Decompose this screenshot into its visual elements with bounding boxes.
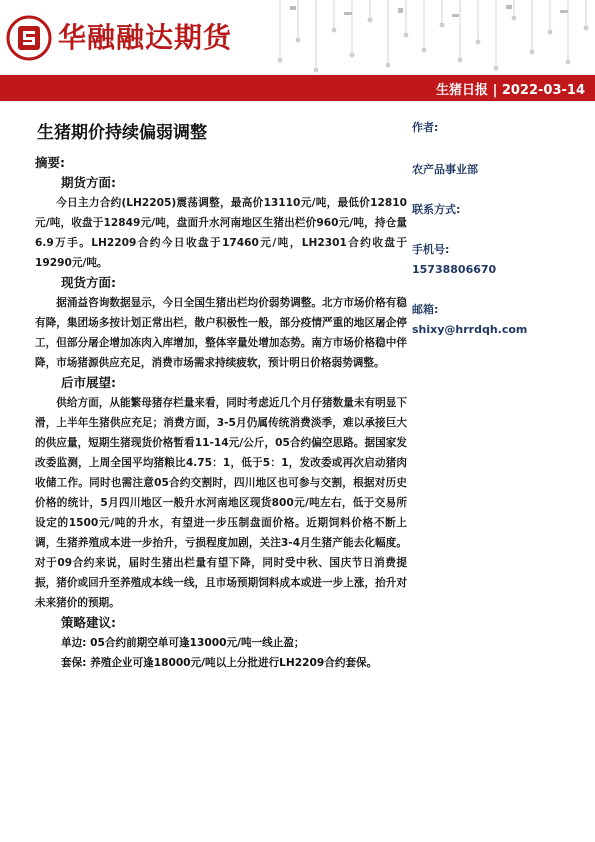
report-tag (436, 79, 585, 98)
outlook-paragraph: 供给方面，从能繁母猪存栏量来看，同时考虑近几个月仔猪数量未有明显下滑，上半年生猪供应充足；消费方面，3-5月仍属传统消费淡季，难以承接巨大的供应量，短期生猪现货价格暂看11-14元/公斤，05合约偏空思路。据国家发改委监测，上周全国平均猪粮比4.75：1，低于5：1，发改委或再次启动猪肉收储工作。同时也需注意05合约交割时，四川地区也可参与交割，根据对历史价格的统计，5月四川地区一般升水河南地区现货800元/吨左右，低于交易所设定的1500元/吨的升水，有望进一步压制盘面价格。近期饲料价格不断上调，生猪养殖成本进一步抬升，亏损程度加剧，关注3-4月生猪产能去化幅度。对于09合约来说，届时生猪出栏量有望下降，同时受中秋、国庆节日消费提振，猪价或回升至养殖成本线一线，且市场预期饲料成本或进一步上涨，抬升对未来猪价的预期。 (35, 397, 407, 609)
email-address[interactable]: shixy@hrrdqh.com (412, 323, 528, 336)
page-title: 生猪期价持续偏弱调整 (37, 123, 207, 143)
strategy-item (61, 653, 407, 673)
page-header (0, 0, 595, 75)
contact-label: 联系方式: (412, 203, 461, 216)
department-name: 农产品事业部 (412, 163, 478, 176)
author-label: 作者: (412, 121, 439, 134)
abstract-label: 摘要: (35, 155, 65, 170)
spot-paragraph: 据涌益咨询数据显示，今日全国生猪出栏均价弱势调整。北方市场价格有稳有降，集团场多按计划正常出栏，散户积极性一般，部分疫情严重的地区屠企停工，但部分屠企增加冻肉入库增加，整体宰量处增加态势。南方市场价格稳中伴降，市场猪源供应充足，消费市场需求持续疲软，预计明日价格弱势调整。 (35, 297, 407, 369)
strategy-item-label: 单边: (61, 637, 87, 649)
report-separator: | (492, 83, 498, 98)
strategy-item-text: 养殖企业可逢18000元/吨以上分批进行LH2209合约套保。 (90, 657, 378, 669)
author-sidebar (412, 118, 582, 340)
strategy-heading: 策略建议: (61, 615, 116, 630)
header-decoration-graphic (270, 0, 595, 75)
futures-heading: 期货方面: (61, 175, 116, 190)
phone-number: 15738806670 (412, 263, 497, 276)
strategy-item (61, 633, 407, 653)
report-body (35, 118, 407, 673)
phone-label: 手机号: (412, 243, 450, 256)
strategy-item-label: 套保: (61, 657, 87, 669)
outlook-heading: 后市展望: (61, 375, 116, 390)
email-label: 邮箱: (412, 303, 439, 316)
strategy-item-text: 05合约前期空单可逢13000元/吨一线止盈； (90, 637, 305, 649)
report-info-bar (0, 75, 595, 101)
report-type: 生猪日报 (436, 83, 489, 98)
futures-paragraph: 今日主力合约(LH2205)震荡调整，最高价13110元/吨，最低价12810元/吨，收盘于12849元/吨，盘面升水河南地区生猪出栏价960元/吨，持仓量6.9万手。LH2209合约今日收盘于17460元/吨，LH2301合约收盘于19290元/吨。 (35, 197, 407, 269)
report-date: 2022-03-14 (501, 83, 585, 98)
spot-heading: 现货方面: (61, 275, 116, 290)
company-logo-icon (6, 15, 52, 61)
company-brand-name: 华融融达期货 (58, 21, 233, 54)
